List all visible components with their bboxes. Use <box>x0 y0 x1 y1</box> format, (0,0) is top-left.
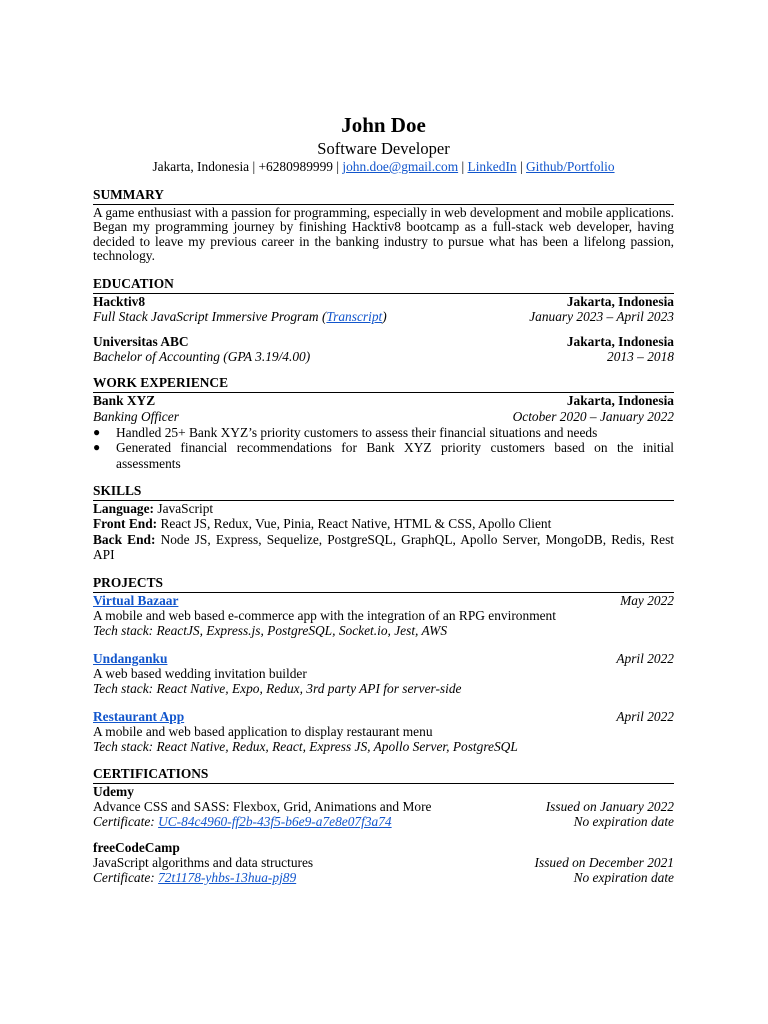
skill-value: Node JS, Express, Sequelize, PostgreSQL, GraphQL, Apollo Server, MongoDB, Redis, Rest API <box>93 531 674 563</box>
project-date: May 2022 <box>620 592 674 608</box>
company-location: Jakarta, Indonesia <box>566 393 674 409</box>
cert-course: Advance CSS and SASS: Flexbox, Grid, Animations and More <box>93 799 432 815</box>
project-row <box>93 593 674 608</box>
contact-line <box>93 159 674 175</box>
certifications-heading: CERTIFICATIONS <box>93 766 674 784</box>
summary-heading: SUMMARY <box>93 187 674 205</box>
list-item <box>93 425 674 441</box>
skills-heading: SKILLS <box>93 483 674 501</box>
project-entry <box>93 651 674 696</box>
skill-language <box>93 501 674 517</box>
skill-backend <box>93 532 674 563</box>
cert-issued: Issued on December 2021 <box>534 854 674 870</box>
institution-name: Universitas ABC <box>93 334 189 350</box>
contact-separator: | <box>461 159 465 174</box>
education-dates: January 2023 – April 2023 <box>529 308 674 324</box>
company-name: Bank XYZ <box>93 393 156 409</box>
skill-label: Front End: <box>93 516 158 532</box>
project-description: A mobile and web based application to display restaurant menu <box>93 724 433 740</box>
cert-id-line <box>93 870 296 885</box>
cert-course: JavaScript algorithms and data structures <box>93 854 314 870</box>
project-date: April 2022 <box>616 709 674 725</box>
project-stack: Tech stack: React Native, Expo, Redux, 3rd party API for server-side <box>93 681 462 697</box>
email-link[interactable]: john.doe@gmail.com <box>342 159 459 174</box>
job-role: Banking Officer <box>93 408 179 424</box>
summary-text: A game enthusiast with a passion for programming, especially in web development and mobile applications. Began my programming journey by finishing Hacktiv8 bootcamp as a full-stack web developer, having decided to leave my previous career in the banking industry to pursue what has been a lifelong passion, technology. <box>93 205 674 264</box>
cert-row <box>93 799 674 814</box>
cert-label: Certificate: <box>93 869 159 885</box>
transcript-link[interactable]: Transcript <box>326 308 383 324</box>
work-row <box>93 393 674 408</box>
institution-location: Jakarta, Indonesia <box>566 293 674 309</box>
institution-location: Jakarta, Indonesia <box>566 334 674 350</box>
institution-name: Hacktiv8 <box>93 293 146 309</box>
linkedin-link[interactable]: LinkedIn <box>467 159 517 174</box>
education-row <box>93 294 674 309</box>
contact-separator: | <box>519 159 523 174</box>
skill-frontend <box>93 516 674 532</box>
project-stack: Tech stack: React Native, Redux, React, Express JS, Apollo Server, PostgreSQL <box>93 739 518 755</box>
projects-heading: PROJECTS <box>93 575 674 593</box>
certification-entry <box>93 784 674 829</box>
program-name: Bachelor of Accounting (GPA 3.19/4.00) <box>93 349 311 365</box>
work-heading: WORK EXPERIENCE <box>93 375 674 393</box>
cert-issuer: freeCodeCamp <box>93 839 180 855</box>
education-detail-row <box>93 309 674 324</box>
candidate-title: Software Developer <box>317 139 450 158</box>
project-link[interactable]: Restaurant App <box>93 709 185 725</box>
candidate-name: John Doe <box>341 113 426 137</box>
bullet-text: Handled 25+ Bank XYZ’s priority customers to assess their financial situations and needs <box>116 424 598 440</box>
project-date: April 2022 <box>616 650 674 666</box>
github-portfolio-link[interactable]: Github/Portfolio <box>526 159 615 174</box>
education-dates: 2013 – 2018 <box>607 349 674 365</box>
certification-entry <box>93 840 674 885</box>
cert-issuer: Udemy <box>93 784 134 800</box>
program-name <box>93 309 387 324</box>
cert-row <box>93 855 674 870</box>
skill-value: React JS, Redux, Vue, Pinia, React Native, HTML & CSS, Apollo Client <box>157 516 552 532</box>
project-entry <box>93 709 674 754</box>
work-detail-row <box>93 409 674 424</box>
project-description: A mobile and web based e-commerce app with the integration of an RPG environment <box>93 607 556 623</box>
project-link[interactable]: Undanganku <box>93 650 168 666</box>
cert-label: Certificate: <box>93 814 159 830</box>
education-entry <box>93 334 674 364</box>
work-dates: October 2020 – January 2022 <box>512 408 674 424</box>
project-description: A web based wedding invitation builder <box>93 666 307 682</box>
cert-row <box>93 814 674 829</box>
project-stack: Tech stack: ReactJS, Express.js, PostgreSQL, Socket.io, Jest, AWS <box>93 622 448 638</box>
cert-issued: Issued on January 2022 <box>545 799 674 815</box>
education-row <box>93 334 674 349</box>
list-item <box>93 440 674 471</box>
skill-value: JavaScript <box>154 500 214 516</box>
certificate-link[interactable]: 72t1178-yhbs-13hua-pj89 <box>158 869 297 885</box>
cert-expiry: No expiration date <box>573 869 674 885</box>
bullet-icon: ● <box>93 440 101 455</box>
location-phone: Jakarta, Indonesia | +6280989999 | <box>152 159 340 174</box>
skill-label: Back End: <box>93 531 156 547</box>
program-prefix: Full Stack JavaScript Immersive Program ( <box>93 308 327 324</box>
cert-expiry: No expiration date <box>573 814 674 830</box>
bullet-icon: ● <box>93 424 101 439</box>
bullet-text: Generated financial recommendations for Bank XYZ priority customers based on the initial assessments <box>116 440 674 472</box>
project-row <box>93 709 674 724</box>
project-entry <box>93 593 674 638</box>
resume-content <box>93 112 674 885</box>
skill-label: Language: <box>93 500 155 516</box>
project-link[interactable]: Virtual Bazaar <box>93 592 179 608</box>
education-detail-row <box>93 349 674 364</box>
cert-row <box>93 870 674 885</box>
project-row <box>93 651 674 666</box>
cert-id-line <box>93 814 392 829</box>
work-bullets <box>93 425 674 472</box>
certificate-link[interactable]: UC-84c4960-ff2b-43f5-b6e9-a7e8e07f3a74 <box>158 814 392 830</box>
education-entry <box>93 294 674 324</box>
program-suffix: ) <box>382 308 387 324</box>
education-heading: EDUCATION <box>93 276 674 294</box>
